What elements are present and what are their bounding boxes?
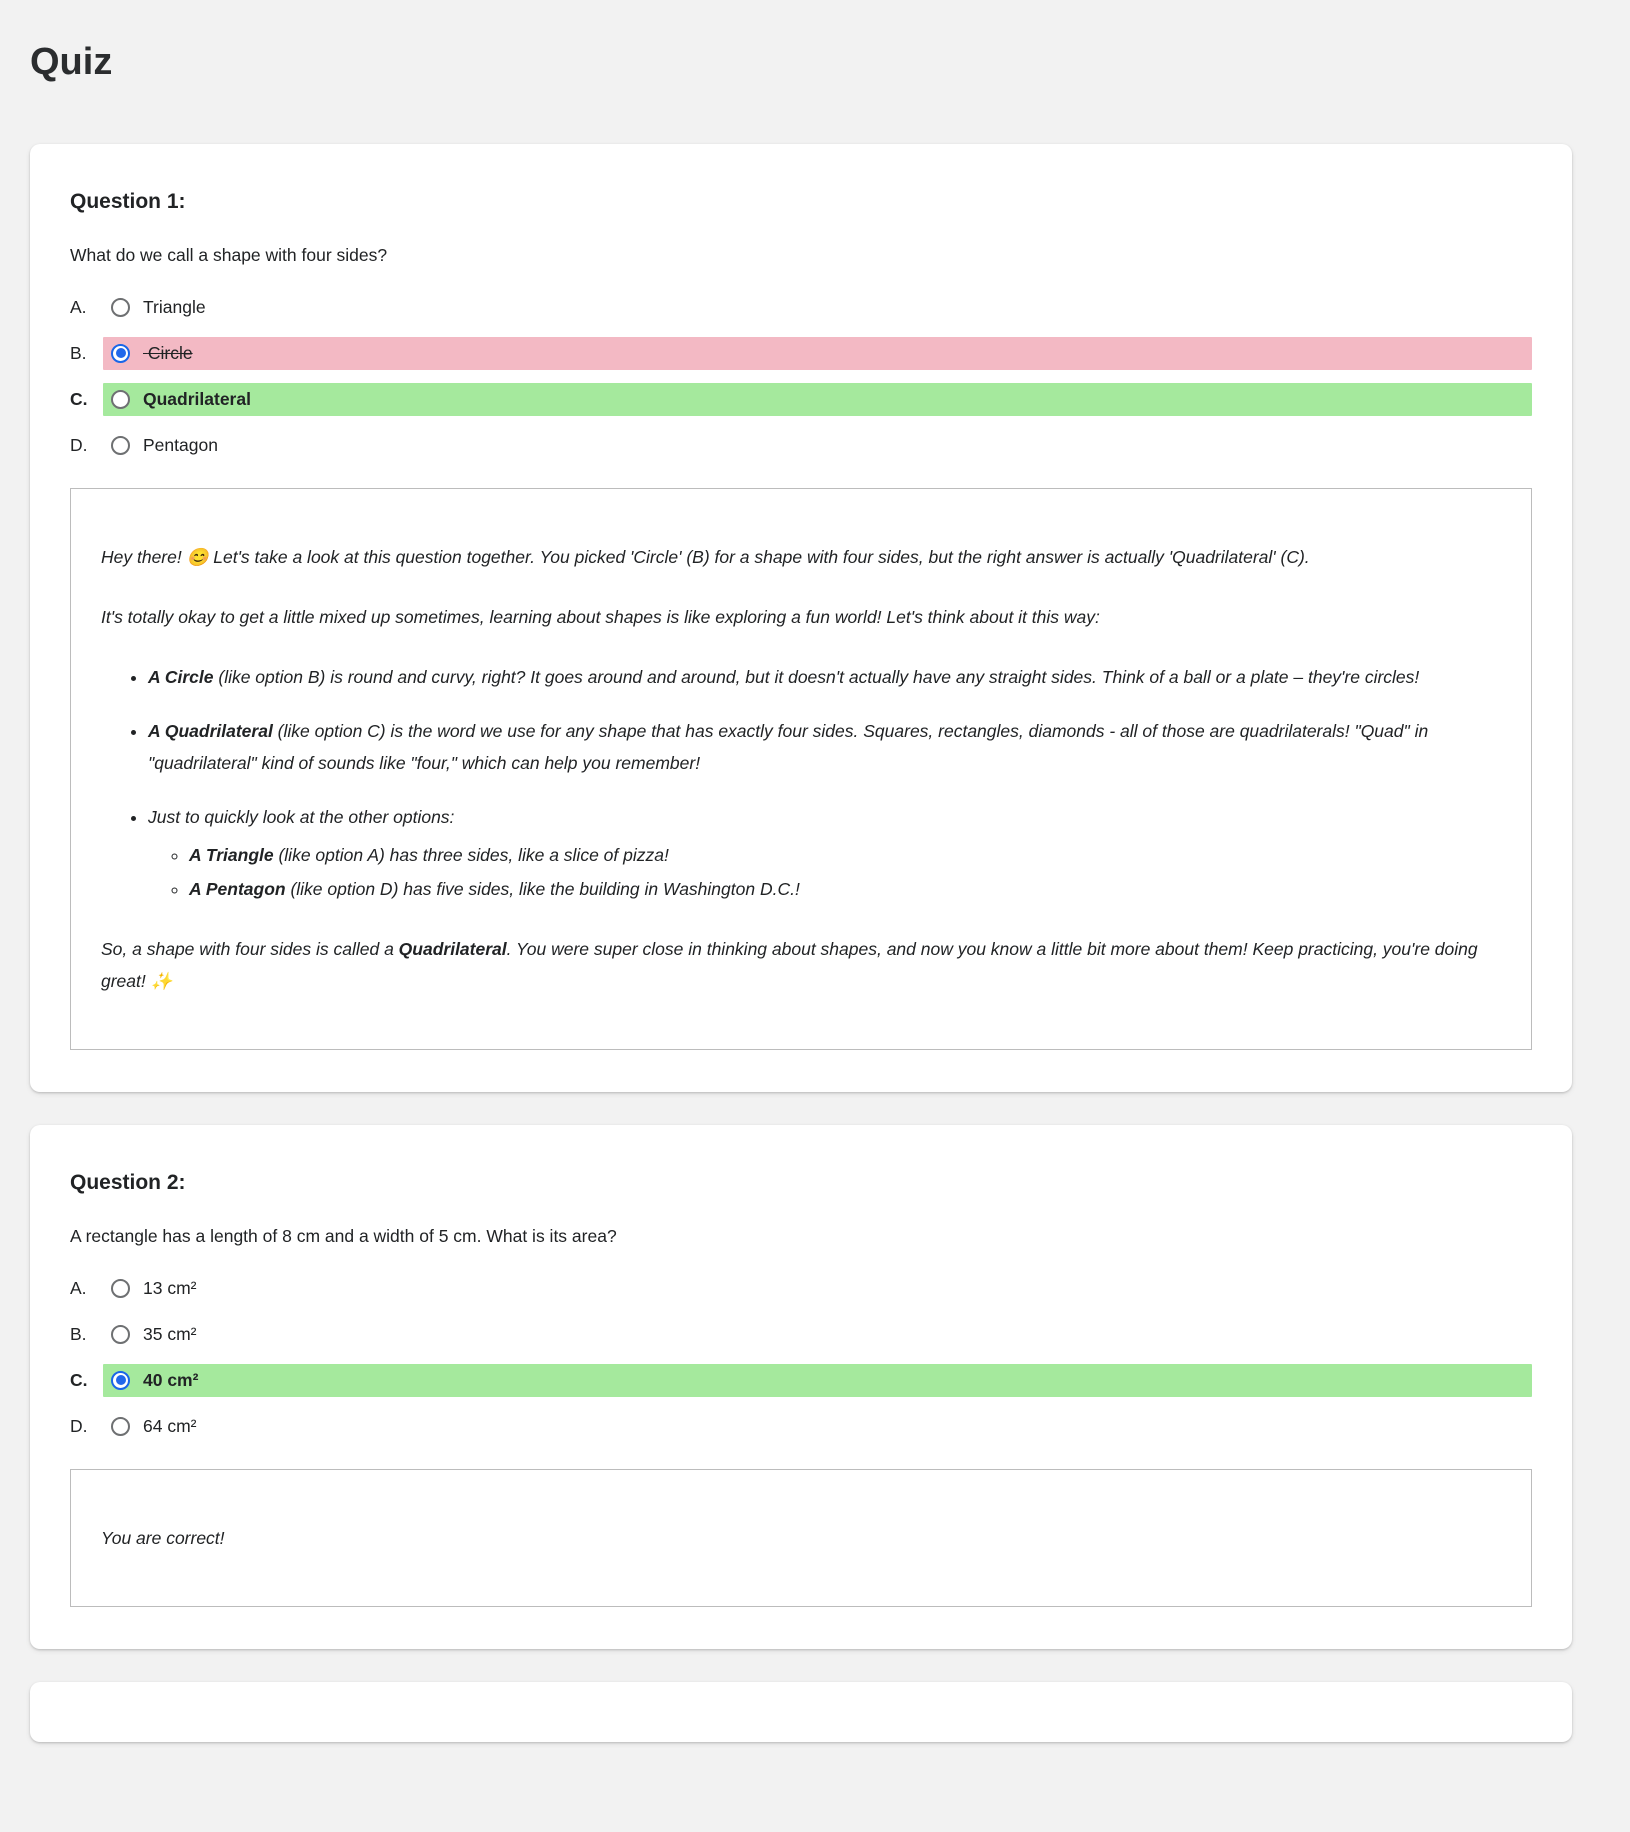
option-a-target[interactable]	[103, 291, 1532, 324]
question-2-text: A rectangle has a length of 8 cm and a width of 5 cm. What is its area?	[70, 1225, 617, 1246]
bullet-item: • A Circle (like option B) is round and curvy, right? It goes around and around, but it doesn't actually have any straight sides. Think of a ball or a plate – they're circles!	[148, 661, 1501, 693]
next-question-card-partial	[30, 1682, 1572, 1742]
option-label: Triangle	[143, 296, 206, 317]
bullet-item: • Just to quickly look at the other options: ◦ A Triangle (like option A) has three sides, like a slice of pizza! ◦ A Pentagon (like option D) has five sides, like the building in Washington D.C.!	[148, 801, 1501, 905]
option-row-b	[70, 337, 1532, 370]
option-label: Pentagon	[143, 434, 218, 455]
radio-button[interactable]	[111, 1279, 130, 1298]
page-title: Quiz	[30, 41, 113, 83]
option-label: 35 cm²	[143, 1323, 197, 1344]
bullet-item: • A Quadrilateral (like option C) is the word we use for any shape that has exactly four sides. Squares, rectangles, diamonds - all of those are quadrilaterals! "Quad" in "quadrilateral" kind of sounds like "four," which can help you remember!	[148, 715, 1501, 779]
question-1-text: What do we call a shape with four sides?	[70, 244, 388, 265]
feedback-paragraph: Hey there! 😊 Let's take a look at this question together. You picked 'Circle' (B) for a shape with four sides, but the right answer is actually 'Quadrilateral' (C).	[101, 546, 1310, 567]
option-a-target[interactable]	[103, 1272, 1532, 1305]
question-1-options	[70, 291, 1532, 462]
feedback-closing-paragraph: So, a shape with four sides is called a Quadrilateral. You were super close in thinking about shapes, and now you know a little bit more about them! Keep practicing, you're doing great! ✨	[101, 938, 1478, 991]
option-letter: D.	[70, 434, 88, 455]
feedback-paragraph: You are correct!	[101, 1527, 225, 1548]
feedback-box-question-1	[70, 488, 1532, 1050]
option-letter: A.	[70, 1277, 87, 1298]
option-c-target-correct[interactable]	[103, 383, 1532, 416]
radio-button-checked[interactable]	[111, 344, 130, 363]
option-row-c	[70, 383, 1532, 416]
option-letter: C.	[70, 1369, 88, 1390]
option-label: 64 cm²	[143, 1415, 197, 1436]
option-letter: A.	[70, 296, 87, 317]
option-row-b	[70, 1318, 1532, 1351]
radio-button[interactable]	[111, 298, 130, 317]
option-letter: B.	[70, 342, 87, 363]
option-d-target[interactable]	[103, 429, 1532, 462]
question-1-heading: Question 1:	[70, 189, 186, 213]
question-1-card	[30, 144, 1572, 1092]
option-row-a	[70, 291, 1532, 324]
question-2-heading: Question 2:	[70, 1170, 186, 1194]
option-label: 13 cm²	[143, 1277, 197, 1298]
radio-button-checked[interactable]	[111, 1371, 130, 1390]
option-b-target[interactable]	[103, 1318, 1532, 1351]
option-row-c	[70, 1364, 1532, 1397]
option-row-a	[70, 1272, 1532, 1305]
radio-button[interactable]	[111, 390, 130, 409]
sub-bullet-item: ◦ A Triangle (like option A) has three sides, like a slice of pizza!	[189, 839, 1501, 871]
option-d-target[interactable]	[103, 1410, 1532, 1443]
option-letter: B.	[70, 1323, 87, 1344]
radio-button[interactable]	[111, 436, 130, 455]
option-label: 40 cm²	[143, 1369, 199, 1390]
feedback-bullet-list	[101, 661, 1501, 905]
radio-button[interactable]	[111, 1325, 130, 1344]
option-c-target-correct[interactable]	[103, 1364, 1532, 1397]
option-row-d	[70, 1410, 1532, 1443]
option-b-target-incorrect[interactable]	[103, 337, 1532, 370]
question-2-card	[30, 1125, 1572, 1649]
option-letter: C.	[70, 388, 88, 409]
sub-bullet-item: ◦ A Pentagon (like option D) has five sides, like the building in Washington D.C.!	[189, 873, 1501, 905]
option-label: Quadrilateral	[143, 388, 251, 409]
option-label: Circle	[147, 342, 193, 363]
feedback-paragraph: It's totally okay to get a little mixed up sometimes, learning about shapes is like exploring a fun world! Let's think about it this way:	[101, 606, 1100, 627]
option-row-d	[70, 429, 1532, 462]
question-2-options	[70, 1272, 1532, 1443]
feedback-box-question-2	[70, 1469, 1532, 1607]
radio-button[interactable]	[111, 1417, 130, 1436]
feedback-sub-bullet-list	[148, 839, 1501, 905]
option-letter: D.	[70, 1415, 88, 1436]
